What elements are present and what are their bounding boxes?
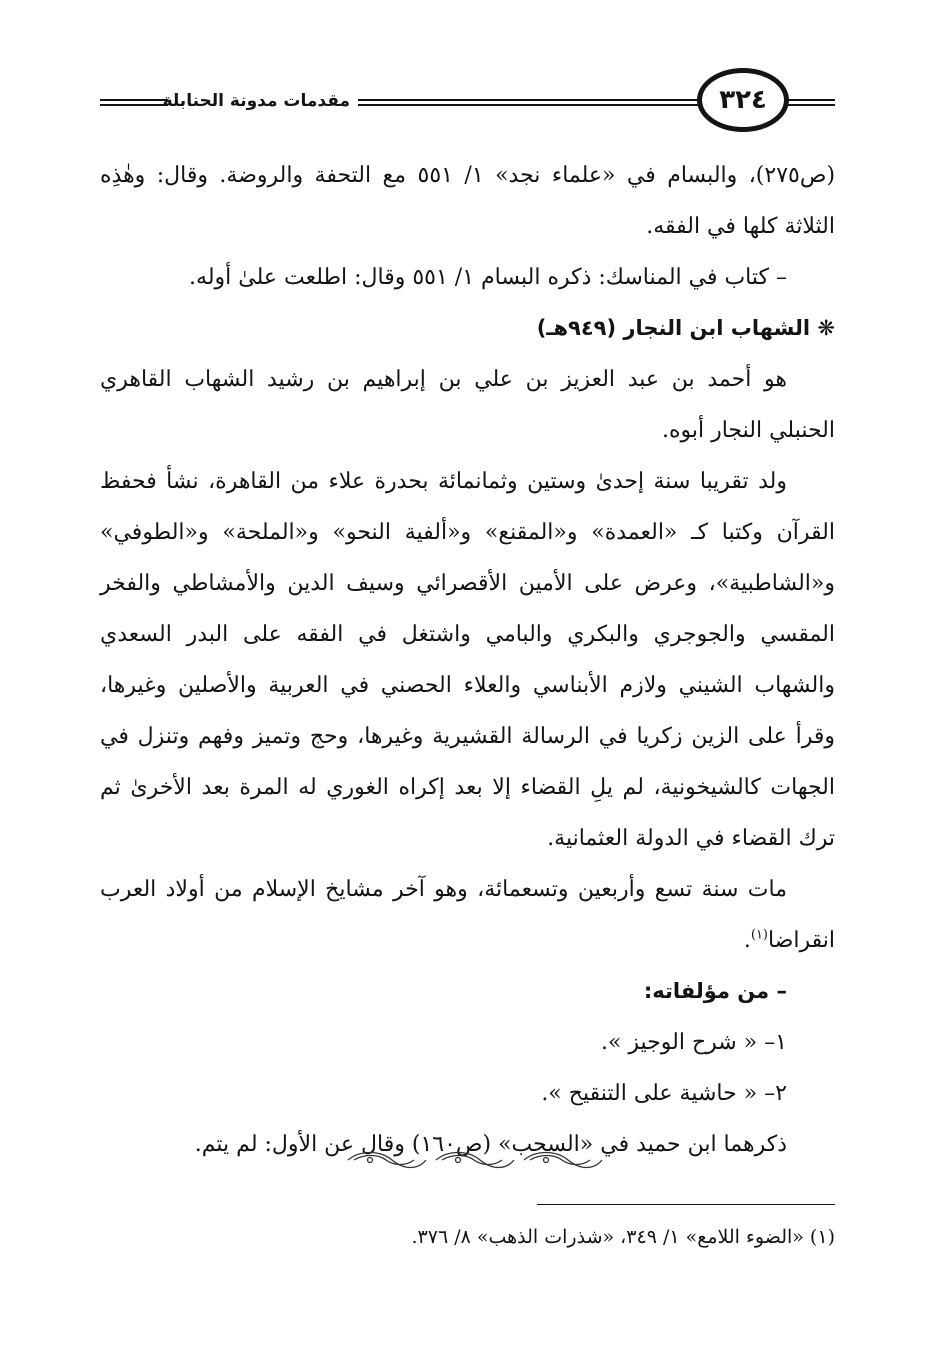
header-rule-right [783,99,835,106]
footnote-separator [537,1204,835,1205]
page-number: ٣٢٤ [697,68,789,132]
works-label: – من مؤلفاته: [643,979,787,1003]
footnote-1: (١) «الضوء اللامع» ١/ ٣٤٩، «شذرات الذهب» ٨/ ٣٧٦. [411,1226,835,1248]
paragraph-biography-life: ولد تقريبا سنة إحدىٰ وستين وثمانمائة بحدرة علاء من القاهرة، نشأ فحفظ القرآن وكتبا كـ «العمدة» و«المقنع» و«ألفية النحو» و«الملحة» و«الطوفي» و«الشاطبية»، وعرض على الأمين الأقصرائي وسيف الدين والأمشاطي والفخر المقسي والجوجري والبكري والبامي واشتغل في الفقه على البدر السعدي والشهاب الشيني ولازم الأبناسي والعلاء الحصني في العربية والأصلين وغيرها، وقرأ على الزين زكريا في الرسالة القشيرية وغيرها، وحج وتميز وفهم وتنزل في الجهات كالشيخونية، لم يلِ القضاء إلا بعد إكراه الغوري له المرة بعد الأخرىٰ ثم ترك القضاء في الدولة العثمانية. [100,469,835,851]
ornament-divider [340,1148,610,1172]
footnote-reference: (١) [750,927,768,943]
paragraph-mention: ذكرهما ابن حميد في «السحب» (ص١٦٠) وقال عن الأول: لم يتم. [194,1132,787,1157]
paragraph-biography-name: هو أحمد بن عبد العزيز بن علي بن إبراهيم بن رشيد الشهاب القاهري الحنبلي النجار أبوه. [100,367,835,443]
death-text-end: . [743,928,751,953]
section-heading: ❋ الشهاب ابن النجار (٩٤٩هـ) [536,316,835,340]
running-title: مقدمات مدونة الحنابلة [162,91,350,111]
work-item-2: ٢– « حاشية على التنقيح ». [541,1081,787,1106]
paragraph-manasik: – كتاب في المناسك: ذكره البسام ١/ ٥٥١ وقال: اطلعت علىٰ أوله. [189,265,787,290]
header-rule-left [100,99,168,106]
work-item-1: ١– « شرح الوجيز ». [600,1030,787,1055]
death-text: مات سنة تسع وأربعين وتسعمائة، وهو آخر مشايخ الإسلام من أولاد العرب انقراضا [100,877,835,953]
paragraph-citation: (ص٢٧٥)، والبسام في «علماء نجد» ١/ ٥٥١ مع التحفة والروضة. وقال: وهٰذِه الثلاثة كلها في الفقه. [100,163,836,239]
page-header [100,68,835,132]
page-body [100,150,835,1170]
paragraph-death [100,864,835,966]
